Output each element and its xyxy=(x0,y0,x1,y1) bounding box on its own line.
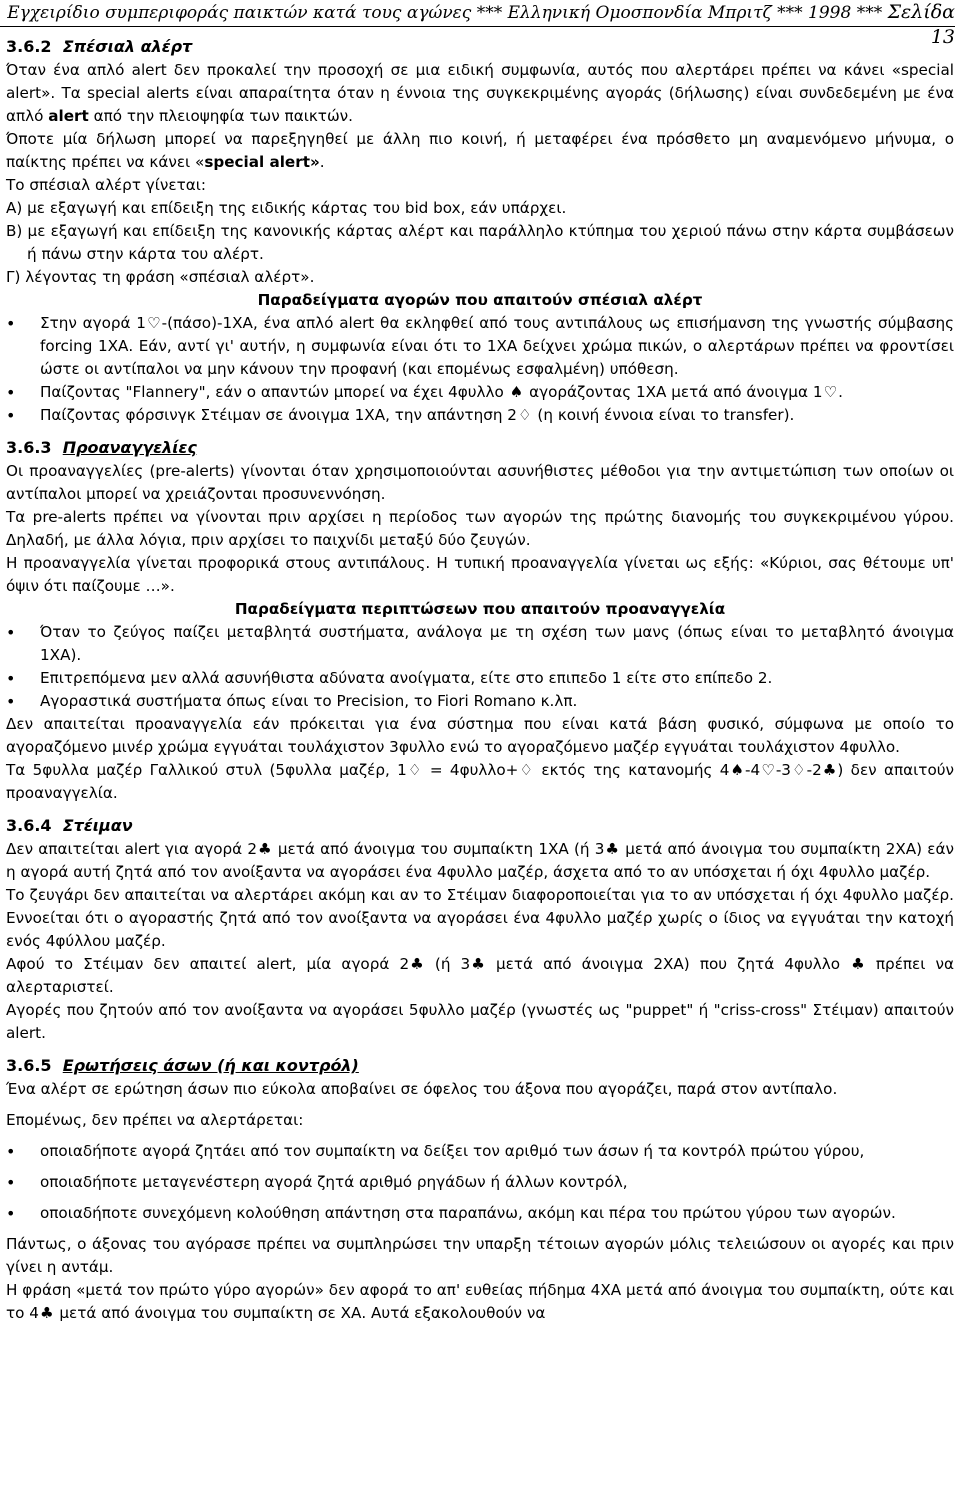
section-heading-3-6-2: 3.6.2 Σπέσιαλ αλέρτ xyxy=(6,37,193,56)
list-item: • Αγοραστικά συστήματα όπως είναι το Precision, το Fiori Romano κ.λπ. xyxy=(6,690,954,713)
bullet-icon xyxy=(6,1171,40,1195)
bullet-icon xyxy=(6,621,40,645)
club-icon: ♣ xyxy=(410,955,424,973)
bullet-icon xyxy=(6,1140,40,1164)
list-item: • Στην αγορά 1♡-(πάσο)-1ΧΑ, ένα απλό alert θα εκληφθεί από τους αντιπάλους ως επισήμανση της γνωστής σύμβασης forcing 1ΧΑ. Εάν, αντί γι' αυτήν, η συμφωνία είναι ότι το 1ΧΑ δείχνει χρώμα πικών, ο αλερτάρων πρέπει να φροντίσει ώστε οι αντίπαλοι να μην κάνουν την προφανή (και επομένως εσφαλμένη) υπόθεση. xyxy=(6,312,954,381)
bullet-icon xyxy=(6,690,40,714)
header-title: Εγχειρίδιο συμπεριφοράς παικτών κατά τους αγώνες *** Ελληνική Ομοσπονδία Μπριτζ *** 1998 *** xyxy=(7,3,888,23)
section-heading-3-6-4: 3.6.4 Στέιμαν xyxy=(6,816,133,835)
club-icon: ♣ xyxy=(822,761,837,779)
bullet-icon xyxy=(6,1202,40,1226)
list-item: • οποιαδήποτε συνεχόμενη κολούθηση απάντηση στα παραπάνω, ακόμη και πέρα του πρώτου γύρου των αγορών. xyxy=(6,1202,954,1225)
list-item: • Όταν το ζεύγος παίζει μεταβλητά συστήματα, ανάλογα με τη σχέση των μανς (όπως είναι το μεταβλητό άνοιγμα 1ΧΑ). xyxy=(6,621,954,667)
list-item: • οποιαδήποτε αγορά ζητάει από τον συμπαίκτη να δείξει τον αριθμό των άσων ή τα κοντρόλ πρώτου γύρου, xyxy=(6,1140,954,1163)
list-item: • Παίζοντας "Flannery", εάν ο απαντών μπορεί να έχει 4φυλλο ♠ αγοράζοντας 1ΧΑ μετά από άνοιγμα 1♡. xyxy=(6,381,954,404)
bullet-list xyxy=(6,1140,954,1225)
bullet-list xyxy=(6,312,954,427)
list-item: • Επιτρεπόμενα μεν αλλά ασυνήθιστα αδύνατα ανοίγματα, είτε στο επιπεδο 1 είτε στο επίπεδο 2. xyxy=(6,667,954,690)
club-icon: ♣ xyxy=(605,840,620,858)
bullet-list xyxy=(6,621,954,713)
list-item: • Παίζοντας φόρσινγκ Στέιμαν σε άνοιγμα 1ΧΑ, την απάντηση 2♢ (η κοινή έννοια είναι το transfer). xyxy=(6,404,954,427)
section-heading-3-6-3: 3.6.3 Προαναγγελίες xyxy=(6,438,197,457)
paragraph: Οι προαναγγελίες (pre-alerts) γίνονται όταν χρησιμοποιούνται ασυνήθιστες μέθοδοι για την αντιμετώπιση των οποίων οι αντίπαλοι μπορεί να χρειάζονται προσυνεννόηση. xyxy=(6,462,954,503)
paragraph: Δεν απαιτείται alert για αγορά 2♣ μετά από άνοιγμα του συμπαίκτη 1ΧΑ (ή 3♣ μετά από άνοιγμα του συμπαίκτη 2ΧΑ) εάν η αγορά αυτή ζητά από τον ανοίξαντα να αγοράσει ένα 4φυλλο μαζέρ, άσχετα από το αν υπόσχεται ή όχι 4φυλλο μαζέρ. xyxy=(6,840,954,881)
paragraph: Επομένως, δεν πρέπει να αλερτάρεται: xyxy=(6,1111,304,1129)
paragraph: Η φράση «μετά τον πρώτο γύρο αγορών» δεν αφορά το απ' ευθείας πήδημα 4ΧΑ μετά από άνοιγμα του συμπαίκτη, ούτε και το 4♣ μετά από άνοιγμα του συμπαίκτη σε ΧΑ. Αυτά εξακολουθούν να xyxy=(6,1279,954,1325)
paragraph: Το ζευγάρι δεν απαιτείται να αλερτάρει ακόμη και αν το Στέιμαν διαφοροποιείται για το αν υπόσχεται ή όχι 4φυλλο μαζέρ. Εννοείται ότι ο αγοραστής ζητά από τον ανοίξαντα να αγοράσει ένα 4φυλλο μαζέρ χωρίς ο ίδιος να εγγυάται την κατοχή ενός 4φύλλου μαζέρ. xyxy=(6,886,954,950)
club-icon: ♣ xyxy=(851,955,865,973)
diamond-icon: ♢ xyxy=(407,761,422,779)
heart-icon: ♡ xyxy=(823,383,838,401)
document-body xyxy=(6,34,954,1325)
spade-icon: ♠ xyxy=(730,761,745,779)
club-icon: ♣ xyxy=(39,1304,54,1322)
heart-icon: ♡ xyxy=(146,314,161,332)
club-icon: ♣ xyxy=(471,955,485,973)
paragraph: Όποτε μία δήλωση μπορεί να παρεξηγηθεί με άλλη πιο κοινή, ή μεταφέρει ένα πρόσθετο μη αναμενόμενο μήνυμα, ο παίκτης πρέπει να κάνει «special alert». xyxy=(6,130,954,171)
examples-heading: Παραδείγματα αγορών που απαιτούν σπέσιαλ αλέρτ xyxy=(257,291,703,309)
diamond-icon: ♢ xyxy=(519,761,534,779)
paragraph: Τα 5φυλλα μαζέρ Γαλλικού στυλ (5φυλλα μαζέρ, 1♢ = 4φυλλο+♢ εκτός της κατανομής 4♠-4♡-3♢-2♣) δεν απαιτούν προαναγγελία. xyxy=(6,761,955,802)
paragraph: Το σπέσιαλ αλέρτ γίνεται: xyxy=(6,176,207,194)
club-icon: ♣ xyxy=(258,840,272,858)
bullet-icon xyxy=(6,404,40,428)
list-item-a: Α) με εξαγωγή και επίδειξη της ειδικής κάρτας του bid box, εάν υπάρχει. xyxy=(6,199,567,217)
bullet-icon xyxy=(6,381,40,405)
section-heading-3-6-5: 3.6.5 Ερωτήσεις άσων (ή και κοντρόλ) xyxy=(6,1056,359,1075)
examples-heading: Παραδείγματα περιπτώσεων που απαιτούν προαναγγελία xyxy=(234,600,726,618)
paragraph: Πάντως, ο άξονας του αγόρασε πρέπει να συμπληρώσει την υπαρξη τέτοιων αγορών μόλις τελειώσουν οι αγορές και πριν γίνει η αντάμ. xyxy=(6,1235,954,1276)
list-item-b: Β) με εξαγωγή και επίδειξη της κανονικής κάρτας αλέρτ και παράλληλο κτύπημα του χεριού πάνω στην κάρτα συμβάσεων ή πάνω στην κάρτα του αλέρτ. xyxy=(6,222,954,263)
paragraph: Δεν απαιτείται προαναγγελία εάν πρόκειται για ένα σύστημα που είναι κατά βάση φυσικό, σύμφωνα με οποίο το αγοραζόμενο μινέρ χρώμα εγγυάται τουλάχιστον 3φυλλο ενώ το αγοραζόμενο μαζέρ εγγυάται τουλάχιστον 4φυλλο. xyxy=(6,715,954,756)
paragraph: Τα pre-alerts πρέπει να γίνονται πριν αρχίσει η περίοδος των αγορών της πρώτης διανομής του συγκεκριμένου γύρου. Δηλαδή, με άλλα λόγια, πριν αρχίσει το παιχνίδι μεταξύ δύο ζευγών. xyxy=(6,508,954,549)
bullet-icon xyxy=(6,667,40,691)
page-number: Σελίδα 13 xyxy=(887,1,955,48)
spade-icon: ♠ xyxy=(509,383,524,401)
diamond-icon: ♢ xyxy=(791,761,806,779)
bullet-icon xyxy=(6,312,40,336)
paragraph: Αφού το Στέιμαν δεν απαιτεί alert, μία αγορά 2♣ (ή 3♣ μετά από άνοιγμα 2ΧΑ) που ζητά 4φυλλο ♣ πρέπει να αλερταριστεί. xyxy=(6,955,954,996)
diamond-icon: ♢ xyxy=(517,406,532,424)
paragraph: Αγορές που ζητούν από τον ανοίξαντα να αγοράσει 5φυλλο μαζέρ (γνωστές ως "puppet" ή "criss-cross" Στέιμαν) απαιτούν alert. xyxy=(6,1001,954,1042)
paragraph: Η προαναγγελία γίνεται προφορικά στους αντιπάλους. Η τυπική προαναγγελία γίνεται ως εξής: «Κύριοι, σας θέτουμε υπ' όψιν ότι παίζουμε …». xyxy=(6,554,954,595)
list-item-c: Γ) λέγοντας τη φράση «σπέσιαλ αλέρτ». xyxy=(6,268,315,286)
heart-icon: ♡ xyxy=(761,761,775,779)
paragraph: Όταν ένα απλό alert δεν προκαλεί την προσοχή σε μια ειδική συμφωνία, αυτός που αλερτάρει πρέπει να κάνει «special alert». Τα special alerts είναι απαραίτητα όταν η έννοια της συγκεκριμένης αγοράς (δήλωσης) είναι συνδεδεμένη με ένα απλό alert από την πλειοψηφία των παικτών. xyxy=(6,61,954,125)
list-item: • οποιαδήποτε μεταγενέστερη αγορά ζητά αριθμό ρηγάδων ή άλλων κοντρόλ, xyxy=(6,1171,954,1194)
paragraph: Ένα αλέρτ σε ερώτηση άσων πιο εύκολα αποβαίνει σε όφελος του άξονα που αγοράζει, παρά στον αντίπαλο. xyxy=(6,1080,838,1098)
